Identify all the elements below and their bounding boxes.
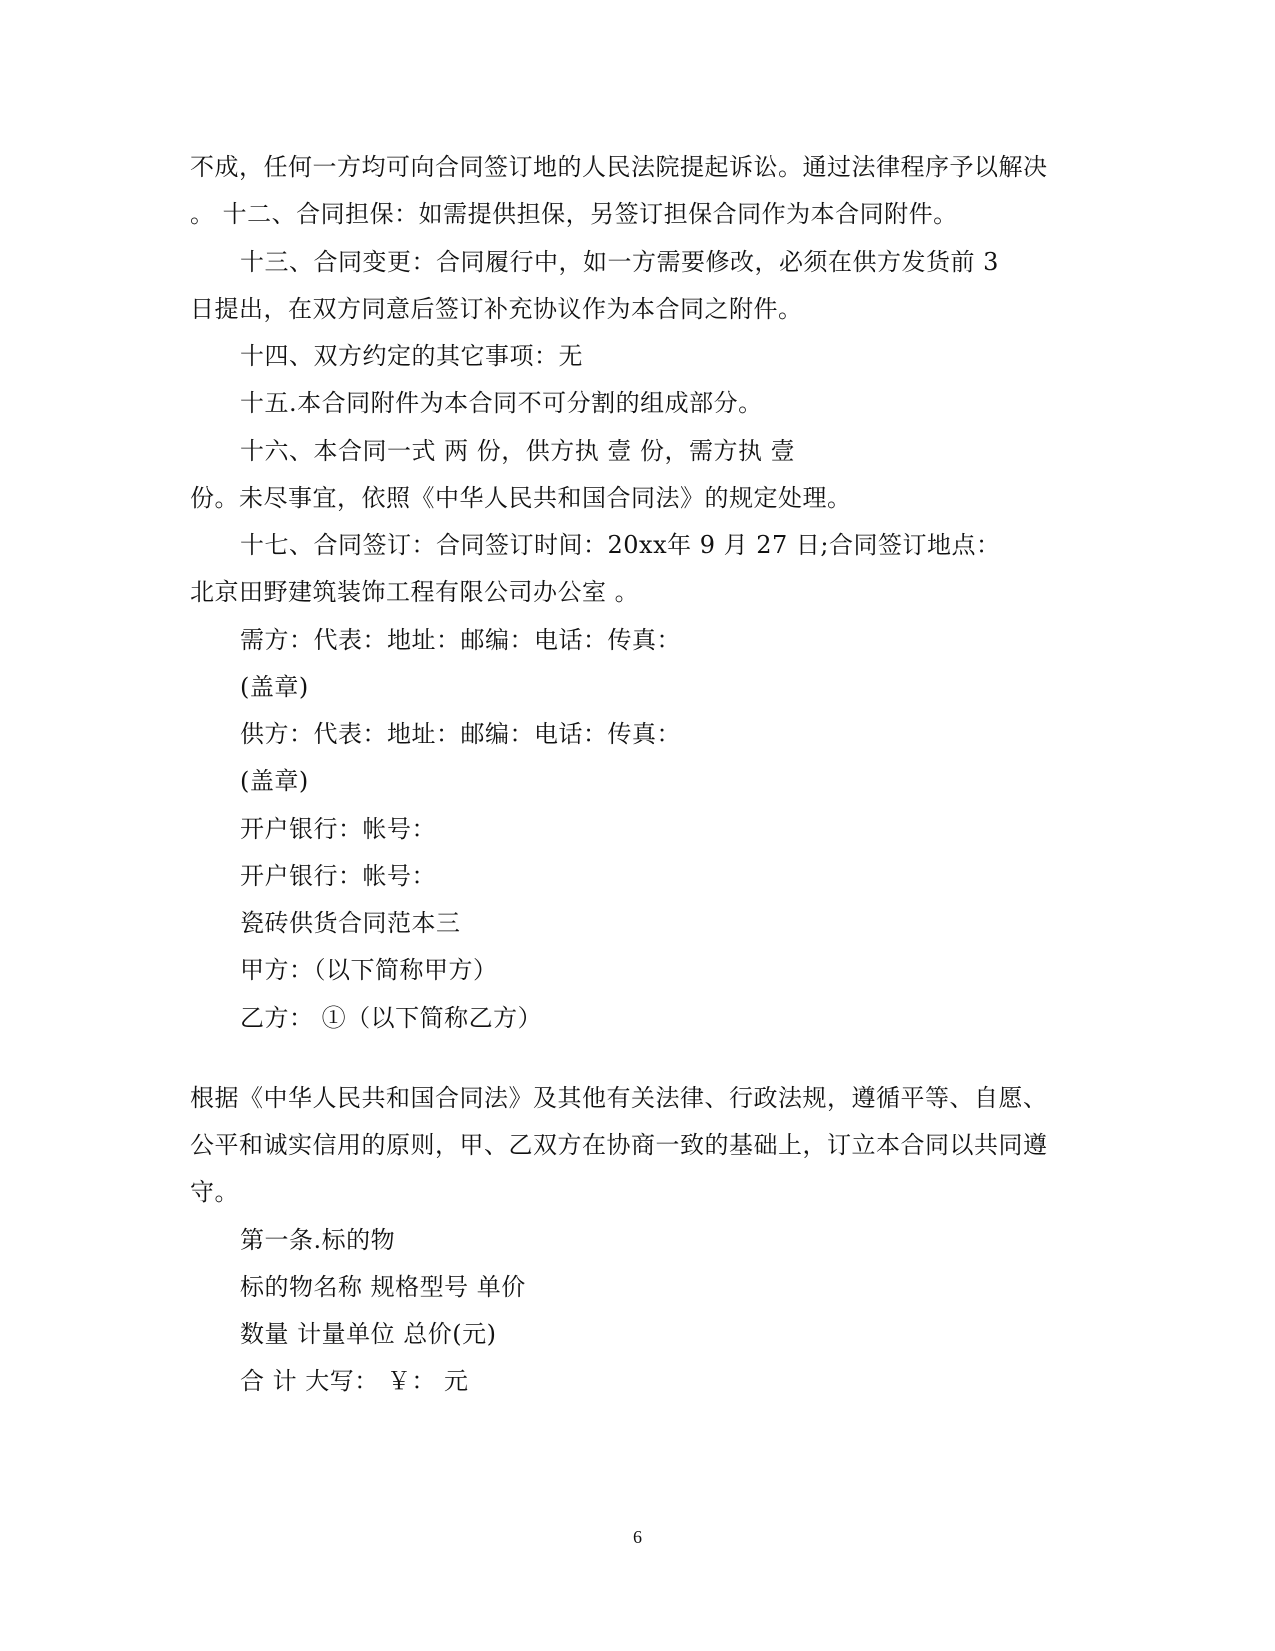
text-line: 开户银行：帐号： [240, 862, 436, 890]
text-line: 十六、本合同一式 两 份，供方执 壹 份，需方执 壹 [240, 437, 796, 465]
text-line: 日提出，在双方同意后签订补充协议作为本合同之附件。 [190, 295, 803, 323]
text-line: 数量 计量单位 总价(元) [240, 1320, 497, 1348]
text-line: 合 计 大写： ￥： 元 [240, 1367, 469, 1395]
text-line: 标的物名称 规格型号 单价 [240, 1273, 526, 1301]
text-line: 北京田野建筑装饰工程有限公司办公室 。 [190, 578, 640, 606]
text-line: (盖章) [240, 767, 309, 795]
section-title: 瓷砖供货合同范本三 [240, 909, 461, 937]
text-line: 十七、合同签订：合同签订时间：20xx年 9 月 27 日;合同签订地点： [240, 531, 1001, 559]
text-line: 守。 [190, 1178, 239, 1206]
text-line: (盖章) [240, 673, 309, 701]
page-number: 6 [633, 1527, 642, 1547]
text-line: 第一条.标的物 [240, 1226, 396, 1254]
text-line: 份。未尽事宜，依照《中华人民共和国合同法》的规定处理。 [190, 484, 852, 512]
text-line: 根据《中华人民共和国合同法》及其他有关法律、行政法规，遵循平等、自愿、 [190, 1084, 1048, 1112]
text-line: 开户银行：帐号： [240, 815, 436, 843]
text-line: 需方：代表：地址：邮编：电话：传真： [240, 626, 681, 654]
text-line: 。 十二、合同担保：如需提供担保，另签订担保合同作为本合同附件。 [190, 200, 958, 228]
text-line: 供方：代表：地址：邮编：电话：传真： [240, 720, 681, 748]
text-line: 十四、双方约定的其它事项：无 [240, 342, 583, 370]
text-line: 十五.本合同附件为本合同不可分割的组成部分。 [240, 389, 763, 417]
text-line: 十三、合同变更：合同履行中，如一方需要修改，必须在供方发货前 3 [240, 248, 999, 276]
text-line: 甲方：（以下简称甲方） [240, 956, 498, 984]
text-line: 乙方： ①（以下简称乙方） [240, 1004, 543, 1032]
text-line: 公平和诚实信用的原则，甲、乙双方在协商一致的基础上，订立本合同以共同遵 [190, 1131, 1048, 1159]
text-line: 不成，任何一方均可向合同签订地的人民法院提起诉讼。通过法律程序予以解决 [190, 153, 1048, 181]
